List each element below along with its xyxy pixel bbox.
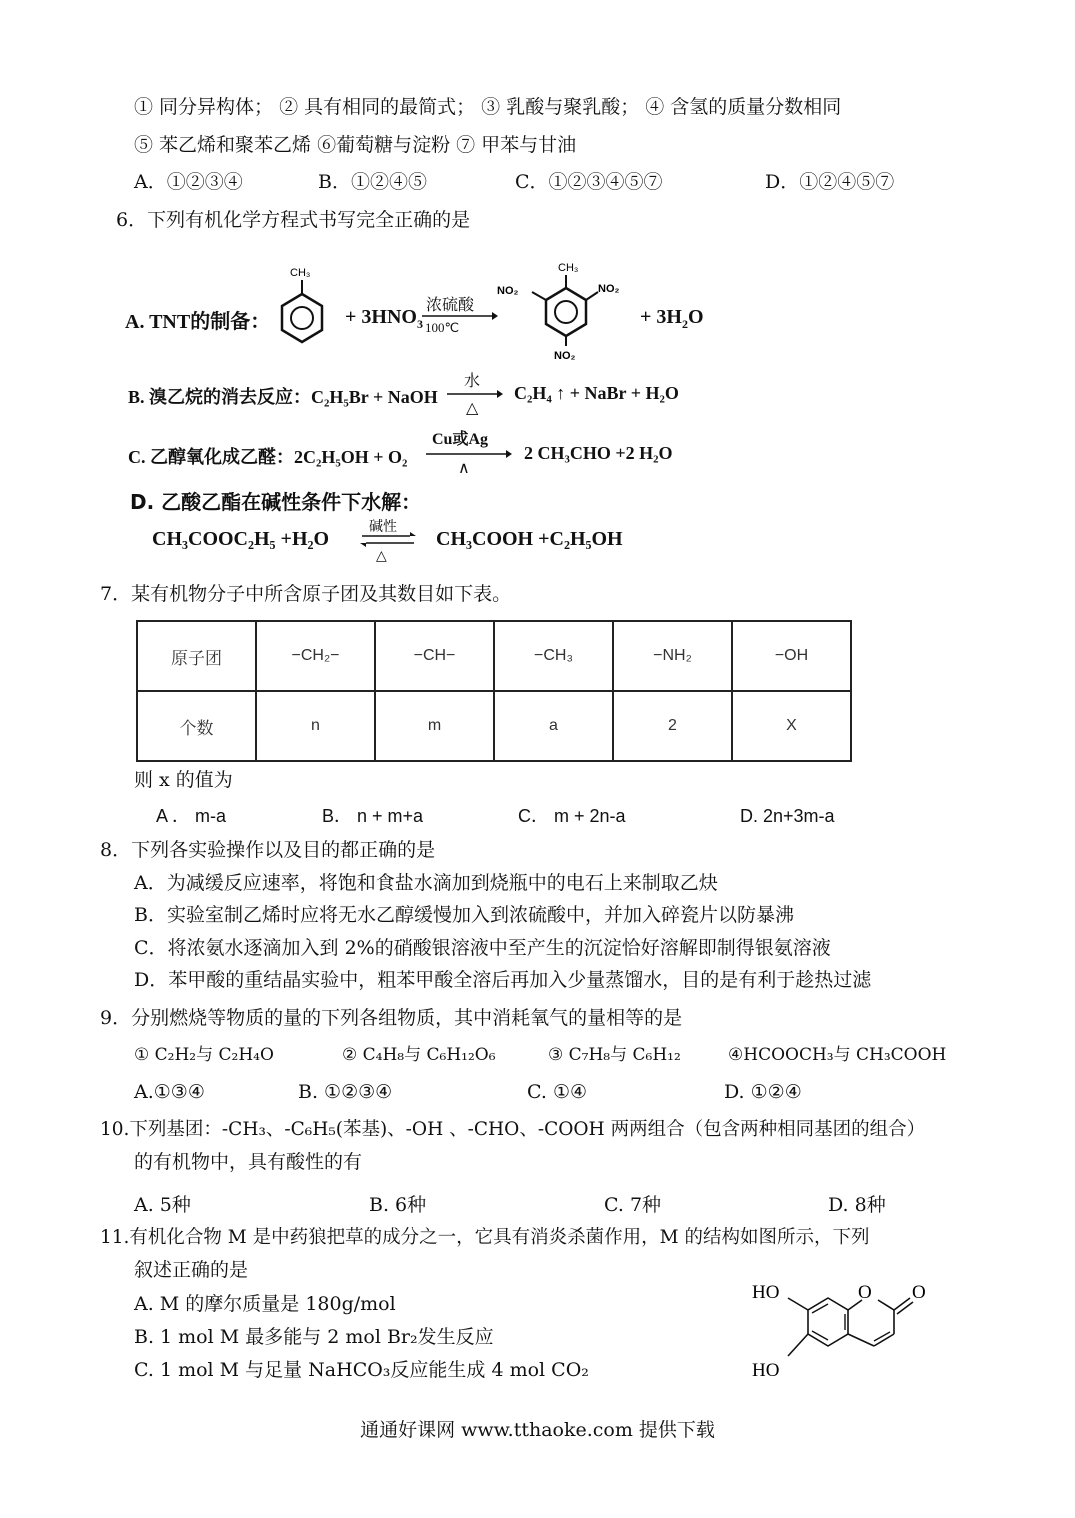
- q10-stem-line2: 的有机物中，具有酸性的有: [134, 1151, 363, 1173]
- q6-b-products: C₂H₄ ↑ + NaBr + H₂O: [514, 383, 679, 403]
- q5-option-a: A．①②③④: [134, 171, 243, 193]
- q8-option-c: C．将浓氨水逐滴加入到 2%的硝酸银溶液中至产生的沉淀恰好溶解即制得银氨溶液: [134, 937, 831, 959]
- ho-label-bottom: HO: [752, 1360, 780, 1381]
- q7-option-a: A ． m-a: [156, 806, 227, 826]
- q11-stem-line2: 叙述正确的是: [134, 1259, 249, 1281]
- q6-d-condition-top: 碱性: [369, 520, 397, 535]
- table-cell: X: [732, 691, 851, 761]
- table-cell: 2: [613, 691, 732, 761]
- ho-label-top: HO: [752, 1282, 780, 1303]
- table-cell: n: [256, 691, 375, 761]
- q6-a-label: A. TNT的制备：: [125, 311, 271, 333]
- q9-item-2: ② C₄H₈与 C₆H₁₂O₆: [342, 1045, 496, 1065]
- q9-item-3: ③ C₇H₈与 C₆H₁₂: [548, 1045, 681, 1065]
- carbonyl-o-label: O: [912, 1282, 926, 1303]
- q7-stem: 7．某有机物分子中所含原子团及其数目如下表。: [100, 583, 512, 605]
- q9-item-4: ④HCOOCH₃与 CH₃COOH: [728, 1045, 947, 1065]
- q6-d-products: CH₃COOH +C₂H₅OH: [436, 528, 623, 550]
- q6-c-reactants: C. 乙醇氧化成乙醛：2C₂H₅OH + O₂: [128, 447, 408, 467]
- tnt-ch3-label: CH₃: [558, 262, 579, 274]
- q6-stem: 6．下列有机化学方程式书写完全正确的是: [116, 209, 471, 231]
- table-cell: 原子团: [137, 621, 256, 691]
- q9-option-d: D. ①②④: [724, 1081, 802, 1103]
- q7-after-table: 则 x 的值为: [134, 769, 233, 791]
- tnt-no2-bottom: NO₂: [554, 350, 576, 362]
- tnt-structure: [494, 258, 634, 366]
- q5-items-line1: ① 同分异构体； ② 具有相同的最简式； ③ 乳酸与聚乳酸； ④ 含氢的质量分数相同: [134, 96, 842, 118]
- q5-option-b: B．①②④⑤: [318, 171, 427, 193]
- q9-option-c: C. ①④: [527, 1081, 588, 1103]
- q6-a-reagent: + $3HNO_3$: [345, 306, 423, 331]
- table-cell: a: [494, 691, 613, 761]
- ring-o-label: O: [858, 1282, 872, 1303]
- q10-option-a: A. 5种: [134, 1194, 191, 1216]
- q5-option-d: D．①②④⑤⑦: [765, 171, 895, 193]
- q8-option-d: D．苯甲酸的重结晶实验中，粗苯甲酸全溶后再加入少量蒸馏水，目的是有利于趁热过滤: [134, 969, 872, 991]
- table-row: [137, 691, 851, 761]
- q6-a-condition-top: 浓硫酸: [426, 297, 475, 314]
- table-cell: −OH: [732, 621, 851, 691]
- q8-option-a: A．为减缓反应速率，将饱和食盐水滴加到烧瓶中的电石上来制取乙炔: [134, 872, 718, 894]
- q10-option-d: D. 8种: [828, 1194, 886, 1216]
- q11-option-a: A. M 的摩尔质量是 180g/mol: [134, 1293, 396, 1315]
- page-footer: 通通好课网 www.tthaoke.com 提供下载: [360, 1419, 715, 1441]
- toluene-ch3-label: CH₃: [290, 267, 311, 279]
- table-cell: −CH₂−: [256, 621, 375, 691]
- q6-d-reactants: CH₃COOC₂H₅ +H₂O: [152, 528, 330, 550]
- q6-d-label: D. 乙酸乙酯在碱性条件下水解：: [130, 490, 422, 514]
- q7-option-b: B． n + m+a: [322, 806, 424, 826]
- q10-option-c: C. 7种: [604, 1194, 662, 1216]
- q6-b-condition-bottom: △: [466, 400, 479, 417]
- tnt-no2-right: NO₂: [598, 283, 620, 295]
- q10-option-b: B. 6种: [369, 1194, 427, 1216]
- q8-option-b: B．实验室制乙烯时应将无水乙醇缓慢加入到浓硫酸中，并加入碎瓷片以防暴沸: [134, 904, 794, 926]
- q8-stem: 8．下列各实验操作以及目的都正确的是: [100, 839, 436, 861]
- tnt-no2-left: NO₂: [497, 285, 519, 297]
- table-cell: m: [375, 691, 494, 761]
- q9-stem: 9．分别燃烧等物质的量的下列各组物质，其中消耗氧气的量相等的是: [100, 1007, 683, 1029]
- coumarin-structure: [748, 1276, 948, 1386]
- table-cell: −CH−: [375, 621, 494, 691]
- q9-option-b: B. ①②③④: [298, 1081, 393, 1103]
- q5-option-c: C．①②③④⑤⑦: [515, 171, 663, 193]
- q6-b-condition-top: 水: [464, 373, 481, 390]
- q6-c-condition-bottom: ∧: [458, 460, 470, 477]
- q6-d-equilibrium-arrow: [360, 532, 416, 548]
- table-row: [137, 621, 851, 691]
- q7-option-d: D. 2n+3m-a: [740, 806, 835, 826]
- table-cell: −CH₃: [494, 621, 613, 691]
- q6-a-water: + $3H_2O$: [640, 306, 704, 331]
- q11-stem-line1: 11.有机化合物 M 是中药狼把草的成分之一，它具有消炎杀菌作用，M 的结构如图所示，下列: [100, 1227, 870, 1248]
- toluene-structure: [272, 262, 332, 352]
- q11-option-b: B. 1 mol M 最多能与 2 mol Br₂发生反应: [134, 1326, 494, 1348]
- q9-option-a: A.①③④: [134, 1081, 205, 1103]
- q10-stem-line1: 10.下列基团：-CH₃、-C₆H₅(苯基)、-OH 、-CHO、-COOH 两两组合（包含两种相同基团的组合）: [100, 1119, 926, 1140]
- q6-b-reactants: B. 溴乙烷的消去反应：C₂H₅Br + NaOH: [128, 387, 438, 407]
- q6-c-condition-top: Cu或Ag: [432, 431, 489, 448]
- q6-d-condition-bottom: △: [376, 549, 387, 564]
- q6-c-products: 2 CH₃CHO +2 H₂O: [524, 443, 673, 463]
- q6-a-condition-bottom: 100℃: [425, 320, 460, 335]
- table-cell: −NH₂: [613, 621, 732, 691]
- q9-item-1: ① C₂H₂与 C₂H₄O: [134, 1045, 274, 1065]
- q11-option-c: C. 1 mol M 与足量 NaHCO₃反应能生成 4 mol CO₂: [134, 1359, 589, 1381]
- q7-group-table: [136, 620, 852, 762]
- q5-items-line2: ⑤ 苯乙烯和聚苯乙烯 ⑥葡萄糖与淀粉 ⑦ 甲苯与甘油: [134, 134, 577, 156]
- q7-option-c: C． m + 2n-a: [518, 806, 626, 826]
- table-cell: 个数: [137, 691, 256, 761]
